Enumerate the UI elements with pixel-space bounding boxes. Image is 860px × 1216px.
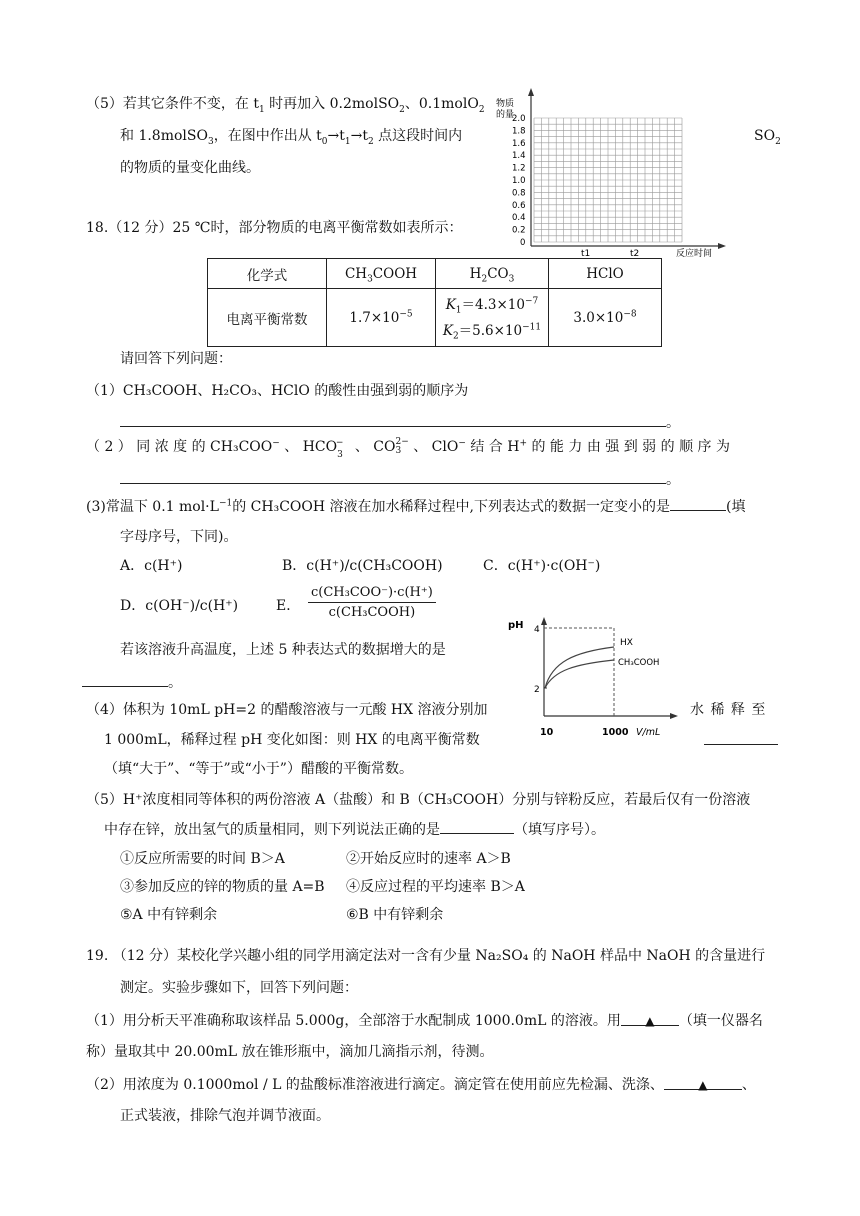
q18-q4-line3: （填“大于”、“等于”或“小于”）醋酸的平衡常数。 [104, 761, 413, 777]
q18-q3-answer-blank[interactable] [670, 496, 726, 511]
q18-q4-line1: （4）体积为 10mL pH=2 的醋酸溶液与一元酸 HX 溶液分别加 [86, 702, 488, 718]
y-tick-label: 0.2 [512, 225, 526, 236]
option-b: B．c(H⁺)/c(CH₃COOH) [282, 558, 443, 574]
option-a: A．c(H⁺) [120, 558, 183, 574]
q18-q5-line2: 中存在锌，放出氢气的质量相同，则下列说法正确的是 （填写序号）。 [104, 819, 605, 840]
ph-dilution-chart [504, 614, 684, 740]
q19-q2-line2: 正式装液，排除气泡并调节液面。 [120, 1108, 330, 1124]
q19-q1-line1: （1）用分析天平准确称取该样品 5.000g，全部溶于水配制成 1000.0mL 的溶液。用 ▲ （填一仪器名 [86, 1013, 763, 1029]
y-axis-label-2: 的量 [496, 110, 515, 120]
table-cell-hclo-k: $3.0\times 10^{-8}$ [549, 289, 662, 347]
q19-q2-line1: （2）用浓度为 0.1000mol / L 的盐酸标准溶液进行滴定。滴定管在使用前应先检漏、洗涤、 ▲ 、 [86, 1077, 756, 1093]
chart-grid [534, 118, 682, 242]
table-header-formula: 化学式 [208, 259, 327, 289]
option-e: E． [276, 598, 301, 614]
ph-tick-4: 4 [534, 625, 540, 635]
q18-heading: 18.（12 分）25 ℃时，部分物质的电离平衡常数如表所示： [86, 220, 463, 236]
x-axis-arrow [718, 243, 726, 249]
q18-heat-answer[interactable]: 。 [82, 672, 182, 693]
option-e-fraction: c(CH₃COO⁻)·c(H⁺) c(CH₃COOH) [308, 585, 436, 620]
q18-q5-answer-blank[interactable] [440, 819, 514, 834]
table-header-ch3cooh: $CH_3COOH$ [327, 259, 436, 289]
q18-q2: （ 2 ） 同 浓 度 的 CH₃COO− 、 HCO $_3$− 、 CO2− 3 、 ClO− 结 合 H+ 的 能 力 由 强 到 弱 的 顺 序 为 [86, 437, 730, 460]
q19-heading-line2: 测定。实验步骤如下，回答下列问题： [120, 980, 358, 996]
q18-q3: (3)常温下 0.1 $mol\cdot L^{-1}$的 CH₃COOH 溶液在加水稀释过程中,下列表达式的数据一定变小的是 (填 [86, 496, 745, 517]
ch3cooh-curve [545, 660, 614, 688]
triangle-marker-icon: ▲ [698, 1078, 708, 1092]
choice-2: ②开始反应时的速率 A＞B [346, 851, 511, 867]
table-header-h2co3: $H_2CO_3$ [436, 259, 549, 289]
q18-q4-line2: 1 000mL，稀释过程 pH 变化如图：则 HX 的电离平衡常数 [104, 732, 480, 748]
q18-q3-line2: 字母序号，下同)。 [120, 529, 238, 545]
x-axis-unit: V/mL [636, 727, 661, 738]
table-row-label: 电离平衡常数 [208, 289, 327, 347]
y-axis-label-1: 物质 [496, 99, 515, 109]
q18-q4-line1-right: 水 稀 释 至 [690, 702, 766, 718]
y-tick-label: 0 [520, 238, 526, 248]
x-axis-arrow [670, 713, 678, 719]
q19-heading-line1: 19. （12 分）某校化学兴趣小组的同学用滴定法对一含有少量 Na₂SO₄ 的 NaOH 样品中 NaOH 的含量进行 [86, 948, 766, 964]
x-tick-1000: 1000 [602, 727, 629, 738]
q18-ask: 请回答下列问题： [120, 351, 232, 367]
t2-label: t2 [630, 249, 640, 259]
choice-6: ⑥B 中有锌剩余 [346, 907, 444, 923]
q19-q1-line2: 称）量取其中 20.00mL 放在锥形瓶中，滴加几滴指示剂，待测。 [86, 1044, 494, 1060]
ph-tick-2: 2 [534, 685, 540, 695]
q17-p5-line1: （5）若其它条件不变，在 $t_1$ 时再加入 0.2molSO$_2$、0.1molO$_2$ [86, 96, 485, 115]
option-c: C．c(H⁺)·c(OH⁻) [483, 558, 601, 574]
table-header-hclo: HClO [549, 259, 662, 289]
q17-so2-label: $SO_2$ [754, 128, 781, 147]
table-cell-ch3cooh-k: $1.7\times 10^{-5}$ [327, 289, 436, 347]
q18-q4-answer[interactable] [704, 730, 778, 751]
y-tick-label: 0.8 [512, 188, 526, 199]
y-axis-arrow [528, 88, 534, 96]
q18-q1-answer[interactable]: 。 [120, 412, 680, 433]
t1-label: t1 [581, 249, 591, 259]
q17-p5-line3: 的物质的量变化曲线。 [120, 160, 260, 176]
ph-axis-label: pH [508, 620, 524, 631]
q17-p5-line2: 和 1.8molSO$_3$，在图中作出从 $t_0\to t_1\to t_2$ 点这段时间内 [120, 128, 463, 147]
option-d: D．c(OH⁻)/c(H⁺) [120, 598, 239, 614]
y-tick-label: 1.2 [512, 163, 526, 174]
y-tick-label: 2.0 [512, 114, 526, 124]
series-label-ch3cooh: CH₃COOH [618, 658, 660, 668]
ionization-constants-table [207, 258, 662, 347]
q19-q1-answer-blank[interactable] [621, 1011, 679, 1026]
y-tick-label: 1.8 [512, 126, 526, 137]
y-axis-arrow [541, 617, 547, 625]
amount-time-grid-chart [490, 84, 730, 262]
x-axis-label: 反应时间 [676, 249, 713, 259]
y-tick-label: 1.4 [512, 151, 526, 162]
hx-curve [545, 647, 614, 688]
choice-1: ①反应所需要的时间 B＞A [120, 851, 285, 867]
triangle-marker-icon: ▲ [645, 1014, 655, 1028]
y-tick-labels [512, 114, 526, 248]
choice-3: ③参加反应的锌的物质的量 A=B [120, 879, 325, 895]
choice-4: ④反应过程的平均速率 B＞A [346, 879, 525, 895]
y-tick-label: 0.6 [512, 200, 526, 211]
y-tick-label: 1.0 [512, 176, 526, 186]
q18-q2-answer[interactable]: 。 [120, 469, 680, 490]
choice-5: ⑤A 中有锌剩余 [120, 907, 218, 923]
y-tick-label: 1.6 [512, 138, 526, 149]
q18-q1: （1）CH₃COOH、H₂CO₃、HClO 的酸性由强到弱的顺序为 [86, 383, 469, 399]
y-tick-label: 0.4 [512, 213, 526, 224]
q19-q2-answer-blank[interactable] [664, 1075, 742, 1090]
q18-q5-line1: （5）H⁺浓度相同等体积的两份溶液 A（盐酸）和 B（CH₃COOH）分别与锌粉反应，若最后仅有一份溶液 [86, 792, 751, 808]
series-label-hx: HX [620, 638, 633, 648]
table-cell-h2co3-k: $K_1=4.3\times 10^{-7}$ $K_2=5.6\times 10^{-11}$ [436, 289, 549, 347]
q18-heat: 若该溶液升高温度，上述 5 种表达式的数据增大的是 [120, 642, 446, 658]
x-tick-10: 10 [540, 727, 554, 738]
